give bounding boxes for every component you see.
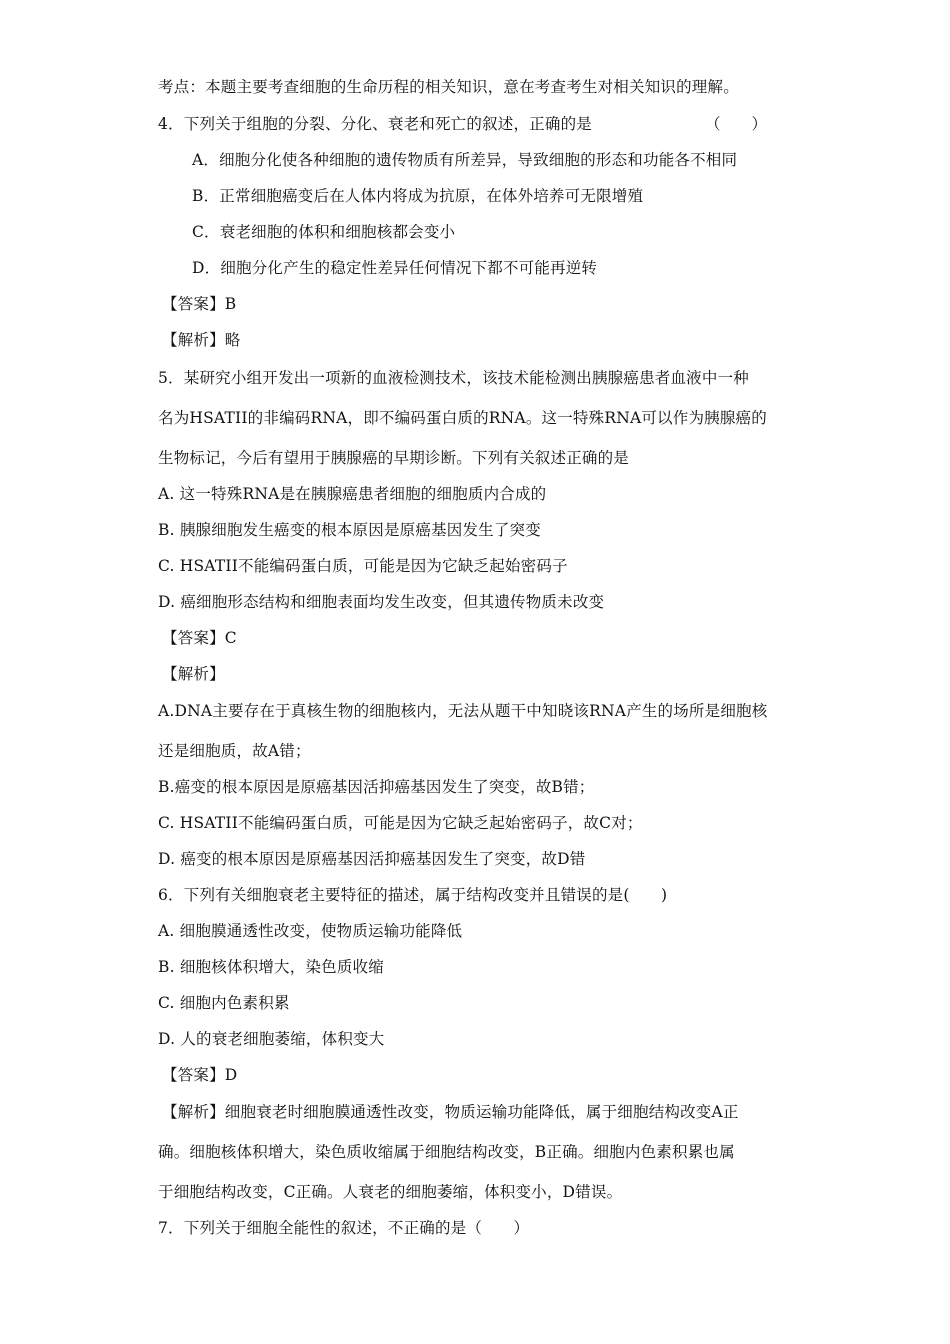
question-6-analysis-line-2: 确。细胞核体积增大，染色质收缩属于细胞结构改变，B正确。细胞内色素积累也属	[158, 1143, 735, 1161]
question-5-analysis-c: C. HSATII不能编码蛋白质，可能是因为它缺乏起始密码子，故C对；	[158, 814, 643, 832]
question-5-option-b: B. 胰腺细胞发生癌变的根本原因是原癌基因发生了突变	[158, 521, 541, 539]
question-4-option-a: A．细胞分化使各种细胞的遗传物质有所差异，导致细胞的形态和功能各不相同	[192, 151, 738, 169]
exam-point-line: 考点：本题主要考查细胞的生命历程的相关知识，意在考查考生对相关知识的理解。	[158, 78, 739, 96]
question-6-stem: 6．下列有关细胞衰老主要特征的描述，属于结构改变并且错误的是( )	[158, 886, 668, 904]
question-5-stem-line-1: 5．某研究小组开发出一项新的血液检测技术，该技术能检测出胰腺癌患者血液中一种	[158, 369, 749, 387]
question-5-stem-line-3: 生物标记，今后有望用于胰腺癌的早期诊断。下列有关叙述正确的是	[158, 449, 630, 467]
question-7-stem: 7．下列关于细胞全能性的叙述，不正确的是（ ）	[158, 1219, 530, 1237]
question-4-answer: 【答案】B	[162, 295, 237, 313]
question-6-option-b: B. 细胞核体积增大，染色质收缩	[158, 958, 384, 976]
question-5-answer: 【答案】C	[162, 629, 237, 647]
question-5-analysis-heading: 【解析】	[162, 665, 225, 683]
question-5-option-d: D. 癌细胞形态结构和细胞表面均发生改变，但其遗传物质未改变	[158, 593, 605, 611]
question-5-option-a: A. 这一特殊RNA是在胰腺癌患者细胞的细胞质内合成的	[158, 485, 547, 503]
question-6-option-d: D. 人的衰老细胞萎缩，体积变大	[158, 1030, 385, 1048]
question-6-answer: 【答案】D	[162, 1066, 238, 1084]
question-4-option-b: B．正常细胞癌变后在人体内将成为抗原，在体外培养可无限增殖	[192, 187, 644, 205]
question-6-option-a: A. 细胞膜通透性改变，使物质运输功能降低	[158, 922, 463, 940]
question-6-analysis-line-3: 于细胞结构改变，C正确。人衰老的细胞萎缩，体积变小，D错误。	[158, 1183, 623, 1201]
question-4-option-d: D．细胞分化产生的稳定性差异任何情况下都不可能再逆转	[192, 259, 598, 277]
question-4-stem: 4．下列关于组胞的分裂、分化、衰老和死亡的叙述，正确的是	[158, 115, 592, 133]
question-4-option-c: C．衰老细胞的体积和细胞核都会变小	[192, 223, 456, 241]
question-5-analysis-d: D. 癌变的根本原因是原癌基因活抑癌基因发生了突变，故D错	[158, 850, 586, 868]
question-5-analysis-a-line-1: A.DNA主要存在于真核生物的细胞核内，无法从题干中知晓该RNA产生的场所是细胞核	[158, 702, 768, 720]
question-6-option-c: C. 细胞内色素积累	[158, 994, 290, 1012]
question-6-analysis-line-1: 【解析】细胞衰老时细胞膜通透性改变，物质运输功能降低，属于细胞结构改变A正	[162, 1103, 739, 1121]
question-5-analysis-a-line-2: 还是细胞质，故A错；	[158, 742, 311, 760]
question-4-answer-blank: （ ）	[705, 115, 768, 133]
question-5-option-c: C. HSATII不能编码蛋白质，可能是因为它缺乏起始密码子	[158, 557, 568, 575]
question-5-stem-line-2: 名为HSATII的非编码RNA，即不编码蛋白质的RNA。这一特殊RNA可以作为胰腺癌的	[158, 409, 767, 427]
question-4-analysis: 【解析】略	[162, 331, 241, 349]
question-5-analysis-b: B.癌变的根本原因是原癌基因活抑癌基因发生了突变，故B错；	[158, 778, 595, 796]
